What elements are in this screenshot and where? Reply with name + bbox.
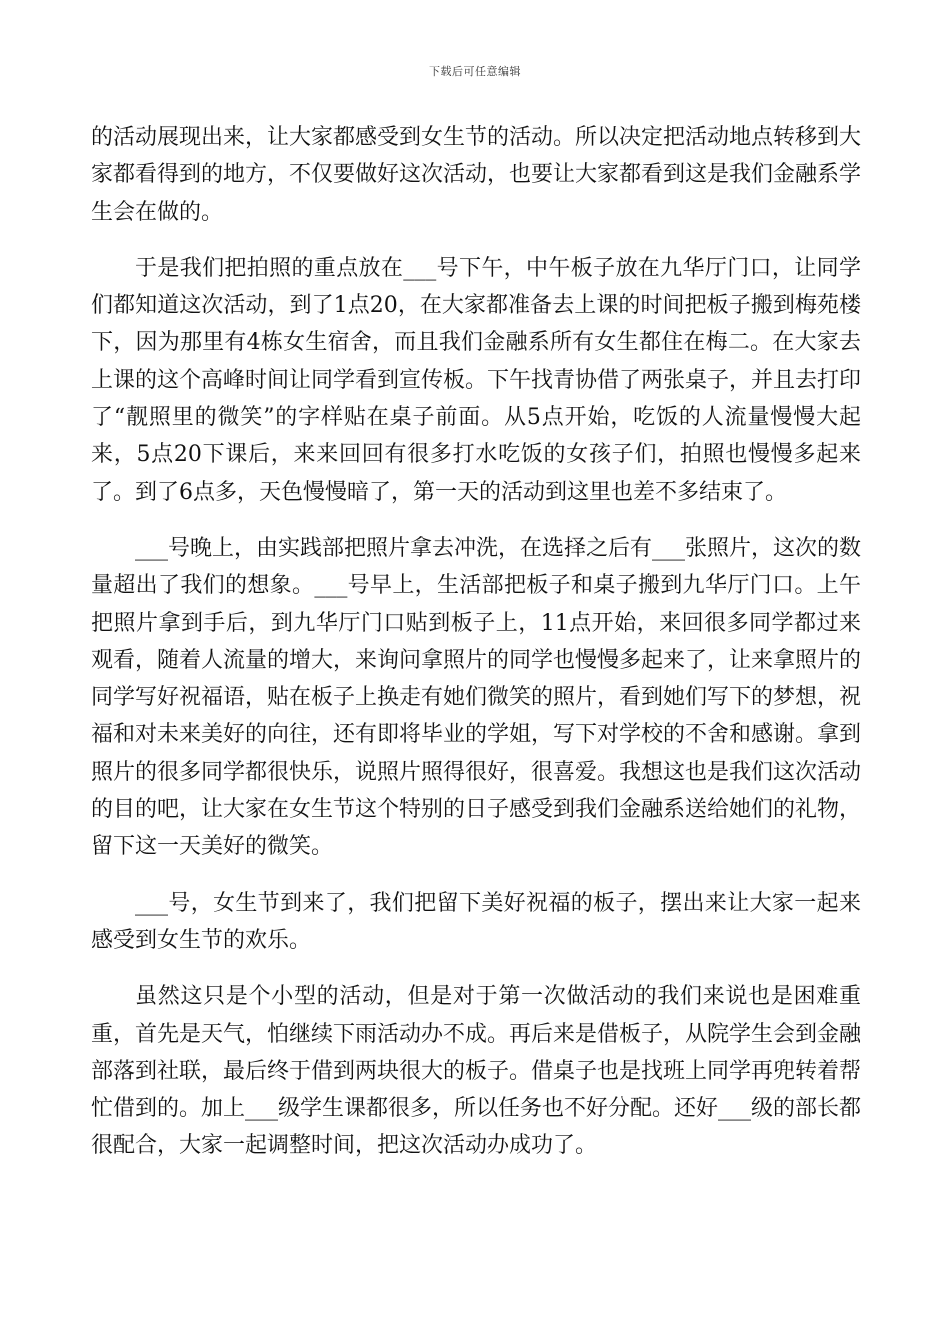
page-header-note: 下载后可任意编辑 (429, 65, 521, 78)
document-body (91, 119, 861, 1165)
paragraph-5: 虽然这只是个小型的活动，但是对于第一次做活动的我们来说也是困难重重，首先是天气，怕继续下雨活动办不成。再后来是借板子，从院学生会到金融部落到社联，最后终于借到两块很大的板子。借桌子也是找班上同学再兜转着帮忙借到的。加上___级学生课都很多，所以任务也不好分配。还好___级的部长都很配合，大家一起调整时间，把这次活动办成功了。 (91, 984, 862, 1159)
paragraph-1: 的活动展现出来，让大家都感受到女生节的活动。所以决定把活动地点转移到大家都看得到的地方，不仅要做好这次活动，也要让大家都看到这是我们金融系学生会在做的。 (91, 125, 862, 225)
paragraph-4: ___号，女生节到来了，我们把留下美好祝福的板子，摆出来让大家一起来感受到女生节的欢乐。 (91, 890, 861, 953)
paragraph-2: 于是我们把拍照的重点放在___号下午，中午板子放在九华厅门口，让同学们都知道这次活动，到了1点20，在大家都准备去上课的时间把板子搬到梅苑楼下，因为那里有4栋女生宿舍，而且我们金融系所有女生都住在梅二。在大家去上课的这个高峰时间让同学看到宣传板。下午找青协借了两张桌子，并且去打印了“靓照里的微笑”的字样贴在桌子前面。从5点开始，吃饭的人流量慢慢大起来，5点20下课后，来来回回有很多打水吃饭的女孩子们，拍照也慢慢多起来了。到了6点多，天色慢慢暗了，第一天的活动到这里也差不多结束了。 (91, 255, 862, 505)
paragraph-3: ___号晚上，由实践部把照片拿去冲洗，在选择之后有___张照片，这次的数量超出了我们的想象。___号早上，生活部把板子和桌子搬到九华厅门口。上午把照片拿到手后，到九华厅门口贴到板子上，11点开始，来回很多同学都过来观看，随着人流量的增大，来询问拿照片的同学也慢慢多起来了，让来拿照片的同学写好祝福语，贴在板子上换走有她们微笑的照片，看到她们写下的梦想，祝福和对未来美好的向往，还有即将毕业的学姐，写下对学校的不舍和感谢。拿到照片的很多同学都很快乐，说照片照得很好，很喜爱。我想这也是我们这次活动的目的吧，让大家在女生节这个特别的日子感受到我们金融系送给她们的礼物，留下这一天美好的微笑。 (91, 535, 862, 860)
